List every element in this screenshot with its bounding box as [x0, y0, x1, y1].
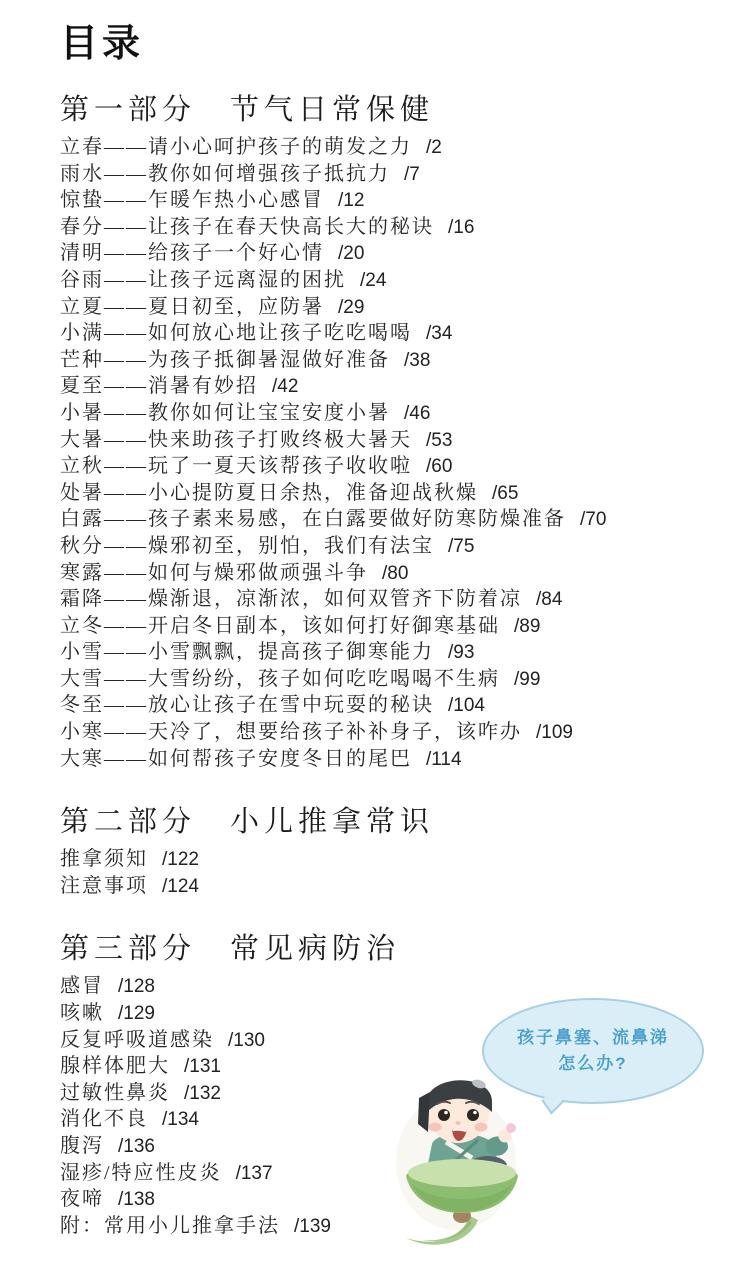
toc-item [60, 973, 730, 1000]
toc-item-label: 清明——给孩子一个好心情 [60, 242, 324, 265]
toc-item-page-number: /24 [360, 269, 387, 291]
toc-item-label: 小满——如何放心地让孩子吃吃喝喝 [60, 322, 412, 345]
page-title: 目录 [60, 23, 145, 65]
toc-item [60, 1000, 730, 1027]
toc-item [60, 1133, 730, 1160]
toc-item-label: 立冬——开启冬日副本，该如何打好御寒基础 [60, 614, 500, 637]
toc-item-label: 大寒——如何帮孩子安度冬日的尾巴 [60, 747, 412, 770]
toc-item [60, 533, 730, 560]
toc-item-label: 夜啼 [60, 1188, 104, 1211]
toc-item-page-number: /122 [162, 849, 199, 871]
toc-item-page-number: /16 [448, 216, 475, 238]
toc-item-page-number: /29 [338, 296, 365, 318]
toc-item [60, 134, 730, 161]
toc-item [60, 506, 730, 533]
toc-item [60, 1186, 730, 1213]
toc-item-page-number: /109 [536, 722, 573, 744]
toc-item-page-number: /42 [272, 376, 299, 398]
toc-item [60, 666, 730, 693]
toc-item-page-number: /129 [118, 1003, 155, 1025]
toc-item-label: 大暑——快来助孩子打败终极大暑天 [60, 428, 412, 451]
toc-item-page-number: /128 [118, 976, 155, 998]
toc-item [60, 1027, 730, 1054]
toc-item-label: 雨水——教你如何增强孩子抵抗力 [60, 162, 390, 185]
section-title: 第三部分 常见病防治 [60, 933, 401, 966]
toc-item [60, 214, 730, 241]
toc-item-label: 附：常用小儿推拿手法 [60, 1214, 280, 1237]
toc-item-label: 腺样体肥大 [60, 1055, 170, 1078]
toc-item-label: 湿疹/特应性皮炎 [60, 1161, 222, 1184]
speech-bubble-line1: 孩子鼻塞、流鼻涕 [517, 1027, 669, 1047]
toc-item-label: 立夏——夏日初至，应防暑 [60, 295, 324, 318]
toc-item [60, 373, 730, 400]
toc-item [60, 480, 730, 507]
toc-item-page-number: /70 [580, 509, 607, 531]
toc-item-page-number: /65 [492, 482, 519, 504]
toc-item-page-number: /134 [162, 1109, 199, 1131]
toc-section [60, 804, 730, 899]
toc-item-page-number: /53 [426, 429, 453, 451]
toc-item-label: 谷雨——让孩子远离湿的困扰 [60, 268, 346, 291]
toc-item-page-number: /132 [184, 1082, 221, 1104]
toc-page [60, 14, 730, 1239]
toc-item-page-number: /46 [404, 402, 431, 424]
toc-item-label: 夏至——消暑有妙招 [60, 375, 258, 398]
toc-item-label: 白露——孩子素来易感，在白露要做好防寒防燥准备 [60, 508, 566, 531]
toc-item-label: 注意事项 [60, 874, 148, 897]
toc-item [60, 320, 730, 347]
toc-item-page-number: /80 [382, 562, 409, 584]
toc-item-label: 小暑——教你如何让宝宝安度小暑 [60, 401, 390, 424]
toc-item [60, 746, 730, 773]
toc-item-page-number: /93 [448, 642, 475, 664]
toc-item-label: 春分——让孩子在春天快高长大的秘诀 [60, 215, 434, 238]
toc-item-label: 感冒 [60, 975, 104, 998]
toc-item-label: 大雪——大雪纷纷，孩子如何吃吃喝喝不生病 [60, 667, 500, 690]
toc-section [60, 92, 730, 772]
toc-list [60, 973, 730, 1239]
toc-item [60, 639, 730, 666]
toc-item [60, 453, 730, 480]
toc-item-page-number: /104 [448, 695, 485, 717]
section-title: 第二部分 小儿推拿常识 [60, 806, 435, 839]
toc-item-page-number: /114 [426, 748, 462, 770]
toc-item [60, 873, 730, 900]
toc-item [60, 1080, 730, 1107]
toc-item [60, 560, 730, 587]
toc-item-label: 过敏性鼻炎 [60, 1081, 170, 1104]
toc-section [60, 931, 730, 1239]
toc-item-label: 咳嗽 [60, 1002, 104, 1025]
toc-item [60, 1213, 730, 1240]
toc-item-page-number: /131 [184, 1056, 221, 1078]
toc-item [60, 846, 730, 873]
toc-item [60, 400, 730, 427]
toc-item-label: 小雪——小雪飘飘，提高孩子御寒能力 [60, 641, 434, 664]
toc-item-label: 冬至——放心让孩子在雪中玩耍的秘诀 [60, 694, 434, 717]
toc-item-label: 惊蛰——乍暖乍热小心感冒 [60, 189, 324, 212]
toc-item-label: 芒种——为孩子抵御暑湿做好准备 [60, 348, 390, 371]
toc-item-page-number: /12 [338, 190, 365, 212]
toc-list [60, 846, 730, 899]
toc-item-page-number: /137 [235, 1162, 273, 1184]
toc-item [60, 294, 730, 321]
toc-item [60, 267, 730, 294]
toc-item-label: 消化不良 [60, 1108, 148, 1131]
toc-item [60, 1053, 730, 1080]
toc-item [60, 586, 730, 613]
toc-item [60, 719, 730, 746]
toc-item-label: 小寒——天冷了，想要给孩子补补身子，该咋办 [60, 721, 522, 744]
toc-item-page-number: /84 [536, 589, 563, 611]
toc-item [60, 187, 730, 214]
toc-item-label: 推拿须知 [60, 848, 148, 871]
toc-list [60, 134, 730, 772]
toc-item-label: 腹泻 [60, 1135, 104, 1157]
toc-item-page-number: /75 [448, 535, 475, 557]
speech-bubble-line2: 怎么办? [558, 1054, 628, 1073]
toc-item-label: 霜降——燥渐退，凉渐浓，如何双管齐下防着凉 [60, 588, 522, 611]
toc-item [60, 427, 730, 454]
toc-item-page-number: /130 [228, 1029, 265, 1051]
toc-item-page-number: /34 [426, 323, 453, 345]
toc-sections [60, 92, 730, 1239]
toc-item-page-number: /136 [118, 1136, 155, 1157]
toc-item-page-number: /20 [338, 243, 365, 265]
toc-item [60, 1106, 730, 1133]
toc-item-page-number: /38 [404, 349, 431, 371]
toc-item-page-number: /2 [426, 137, 442, 158]
toc-item-label: 寒露——如何与燥邪做顽强斗争 [60, 561, 368, 584]
toc-item-page-number: /89 [514, 615, 541, 637]
toc-item-page-number: /60 [426, 456, 453, 478]
toc-item-label: 立秋——玩了一夏天该帮孩子收收啦 [60, 455, 412, 478]
toc-item-label: 处暑——小心提防夏日余热，准备迎战秋燥 [60, 481, 478, 504]
toc-item-page-number: /7 [404, 163, 420, 185]
section-title: 第一部分 节气日常保健 [60, 94, 435, 126]
toc-item [60, 347, 730, 374]
toc-item [60, 240, 730, 267]
toc-item-page-number: /138 [118, 1189, 155, 1211]
toc-item-page-number: /124 [162, 875, 199, 897]
toc-item-label: 立春——请小心呵护孩子的萌发之力 [60, 136, 412, 158]
toc-item [60, 613, 730, 640]
toc-item [60, 161, 730, 188]
toc-item-page-number: /99 [514, 668, 541, 690]
toc-item [60, 692, 730, 719]
toc-item-label: 反复呼吸道感染 [60, 1028, 214, 1051]
toc-item-label: 秋分——燥邪初至，别怕，我们有法宝 [60, 534, 434, 557]
toc-item [60, 1160, 730, 1187]
toc-item-page-number: /139 [294, 1215, 331, 1237]
